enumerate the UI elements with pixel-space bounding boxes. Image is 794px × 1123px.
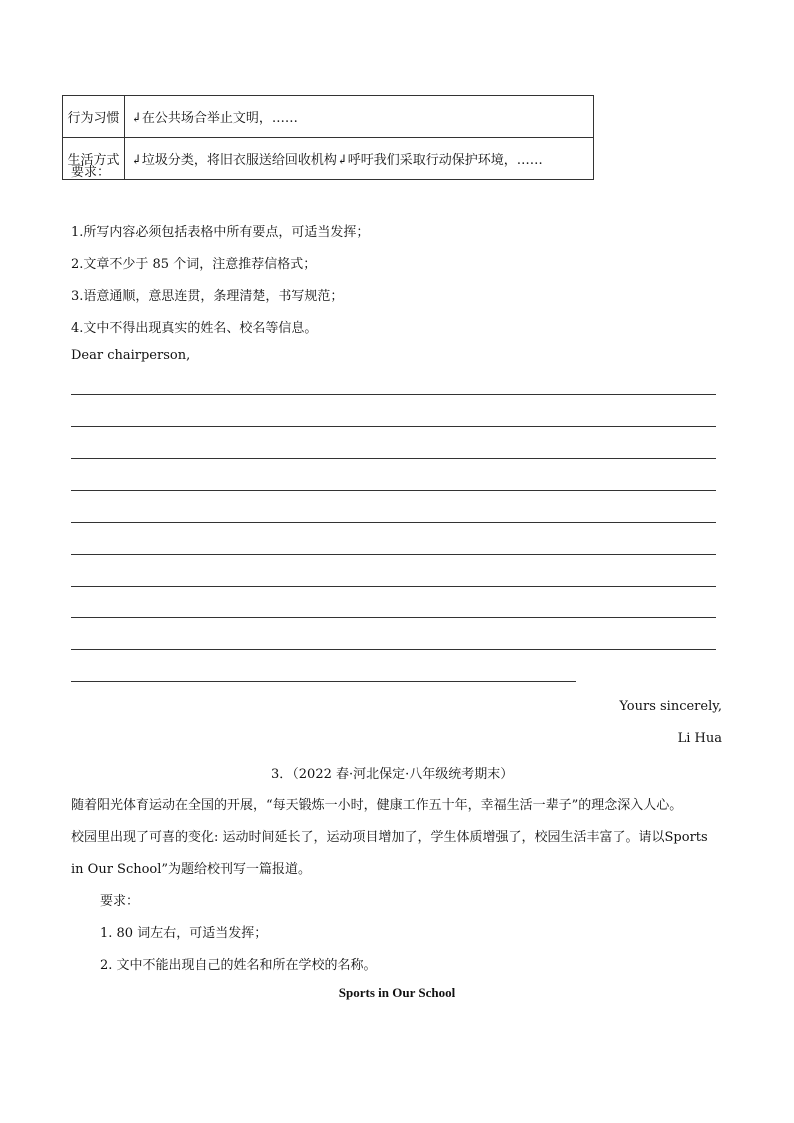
question-paragraph: in Our School”为题给校刊写一篇报道。 <box>71 862 312 877</box>
requirement-item: 3.语意通顺，意思连贯，条理清楚，书写规范； <box>71 289 344 304</box>
question-paragraph: 校园里出现了可喜的变化: 运动时间延长了，运动项目增加了，学生体质增强了，校园生活丰富了。请以Sports <box>71 830 708 845</box>
essay-title: Sports in Our School <box>338 985 456 1000</box>
requirement-item: 1.所写内容必须包括表格中所有要点，可适当发挥； <box>71 225 370 240</box>
table-key-cell: 生活方式 <box>63 138 125 180</box>
table-value-cell: ↲在公共场合举止文明，…… <box>125 96 594 138</box>
requirements-table <box>62 95 594 180</box>
question-header: 3．（2022 春·河北保定·八年级统考期末） <box>271 767 514 782</box>
letter-signature: Li Hua <box>677 731 722 746</box>
writing-line[interactable] <box>71 554 716 555</box>
table-row <box>63 138 594 180</box>
writing-line[interactable] <box>71 649 716 650</box>
writing-line[interactable] <box>71 522 716 523</box>
question-requirement-item: 2. 文中不能出现自己的姓名和所在学校的名称。 <box>100 958 377 973</box>
question-requirements-heading: 要求： <box>100 894 140 909</box>
writing-line[interactable] <box>71 681 576 682</box>
table-key-cell: 行为习惯 <box>63 96 125 138</box>
table-row <box>63 96 594 138</box>
requirements-heading: 要求： <box>71 165 111 180</box>
table-value-cell: ↲垃圾分类，将旧衣服送给回收机构↲呼吁我们采取行动保护环境，…… <box>125 138 594 180</box>
requirement-item: 2.文章不少于 85 个词，注意推荐信格式； <box>71 257 317 272</box>
writing-line[interactable] <box>71 586 716 587</box>
writing-line[interactable] <box>71 490 716 491</box>
requirement-item: 4.文中不得出现真实的姓名、校名等信息。 <box>71 321 318 336</box>
writing-line[interactable] <box>71 617 716 618</box>
writing-line[interactable] <box>71 458 716 459</box>
question-paragraph: 随着阳光体育运动在全国的开展，“每天锻炼一小时，健康工作五十年，幸福生活一辈子”的理念深入人心。 <box>71 798 683 813</box>
writing-line[interactable] <box>71 426 716 427</box>
question-requirement-item: 1. 80 词左右，可适当发挥； <box>100 926 268 941</box>
writing-line[interactable] <box>71 394 716 395</box>
letter-closing: Yours sincerely, <box>619 699 722 714</box>
letter-salutation: Dear chairperson, <box>71 348 191 363</box>
